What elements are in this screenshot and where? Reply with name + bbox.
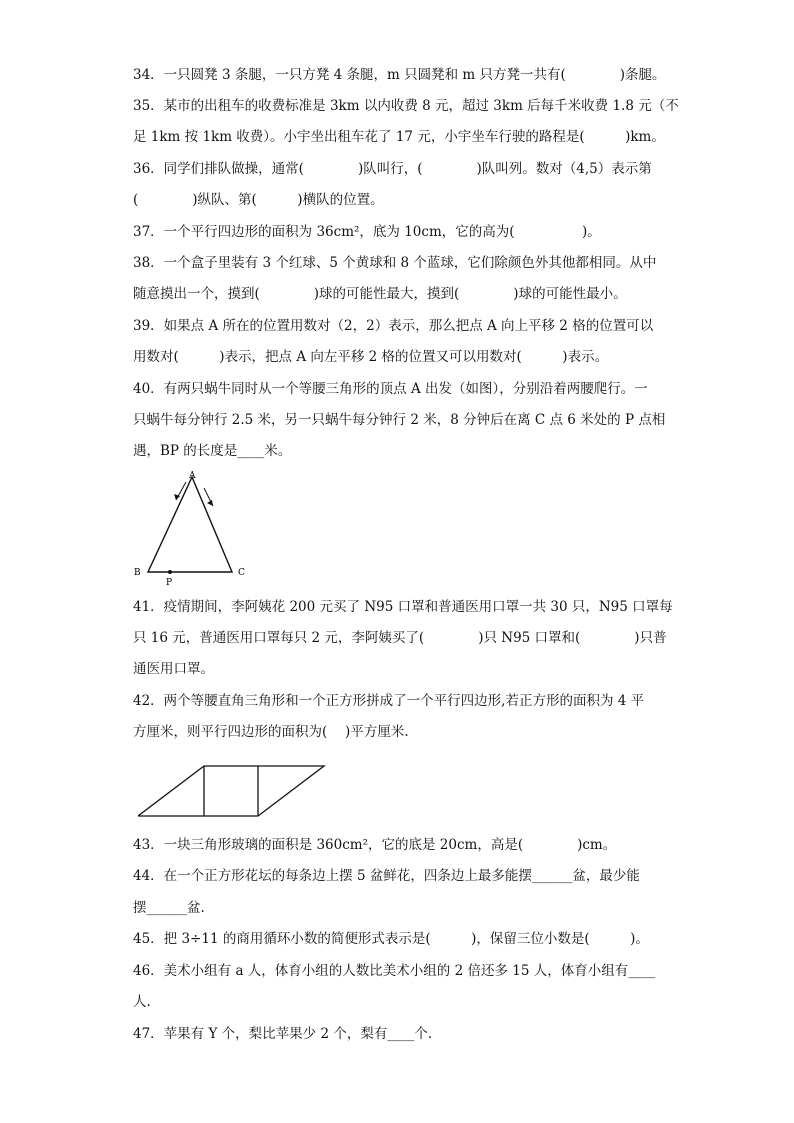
triangle-abc — [148, 477, 232, 572]
parallelogram-figure — [138, 762, 330, 820]
parallelogram-outline — [138, 766, 324, 816]
point-p-dot — [168, 570, 172, 574]
q36-line-1: 36．同学们排队做操，通常( )队叫行，( )队叫列。数对（4,5）表示第 — [133, 161, 652, 177]
vertex-a-label: A — [189, 471, 196, 481]
q39-line-1: 39．如果点 A 所在的位置用数对（2，2）表示，那么把点 A 向上平移 2 格的位置可以 — [133, 318, 654, 334]
q41-line-2: 只 16 元，普通医用口罩每只 2 元，李阿姨买了( )只 N95 口罩和( )只普 — [133, 630, 667, 646]
vertex-b-label: B — [134, 568, 141, 578]
q41-line-3: 通医用口罩。 — [133, 661, 214, 677]
q44-line-2: 摆______盆. — [133, 900, 205, 916]
q44-line-1: 44．在一个正方形花坛的每条边上摆 5 盆鲜花，四条边上最多能摆______盆，最少能 — [133, 868, 640, 884]
q36-line-2: ( )纵队、第( )横队的位置。 — [133, 192, 384, 208]
vertex-c-label: C — [238, 568, 245, 578]
q38-line-2: 随意摸出一个，摸到( )球的可能性最大，摸到( )球的可能性最小。 — [133, 286, 627, 302]
q35-line-1: 35．某市的出租车的收费标准是 3km 以内收费 8 元，超过 3km 后每千米收费 1.8 元（不 — [133, 98, 679, 114]
q46-line-1: 46．美术小组有 a 人，体育小组的人数比美术小组的 2 倍还多 15 人，体育小组有____ — [133, 963, 656, 979]
q46-line-2: 人. — [133, 994, 151, 1010]
isosceles-triangle-figure — [128, 468, 258, 586]
q40-line-1: 40．有两只蜗牛同时从一个等腰三角形的顶点 A 出发（如图），分别沿着两腰爬行。一 — [133, 381, 648, 397]
q43-line-1: 43．一块三角形玻璃的面积是 360cm²，它的底是 20cm，高是( )cm。 — [133, 837, 617, 853]
q42-line-2: 方厘米，则平行四边形的面积为( )平方厘米. — [133, 724, 409, 740]
q34-line-1: 34．一只圆凳 3 条腿，一只方凳 4 条腿，m 只圆凳和 m 只方凳一共有( )条腿。 — [133, 67, 666, 83]
q35-line-2: 足 1km 按 1km 收费）。小宇坐出租车花了 17 元，小宇坐车行驶的路程是( )km。 — [133, 129, 665, 145]
q39-line-2: 用数对( )表示，把点 A 向左平移 2 格的位置又可以用数对( )表示。 — [133, 349, 609, 365]
q45-line-1: 45．把 3÷11 的商用循环小数的简便形式表示是( )，保留三位小数是( )。 — [133, 931, 649, 947]
q40-line-2: 只蜗牛每分钟行 2.5 米，另一只蜗牛每分钟行 2 米，8 分钟后在离 C 点 6 米处的 P 点相 — [133, 412, 666, 428]
q42-line-1: 42．两个等腰直角三角形和一个正方形拼成了一个平行四边形,若正方形的面积为 4 平 — [133, 693, 645, 709]
q37-line-1: 37．一个平行四边形的面积为 36cm²，底为 10cm，它的高为( )。 — [133, 224, 601, 240]
point-p-label: P — [166, 578, 173, 586]
q41-line-1: 41．疫情期间，李阿姨花 200 元买了 N95 口罩和普通医用口罩一共 30 只，N95 口罩每 — [133, 599, 673, 615]
q38-line-1: 38．一个盒子里装有 3 个红球、5 个黄球和 8 个蓝球，它们除颜色外其他都相同。从中 — [133, 255, 657, 271]
q40-line-3: 遇，BP 的长度是____米。 — [133, 443, 292, 459]
q47-line-1: 47．苹果有 Y 个，梨比苹果少 2 个，梨有____个. — [133, 1026, 433, 1042]
